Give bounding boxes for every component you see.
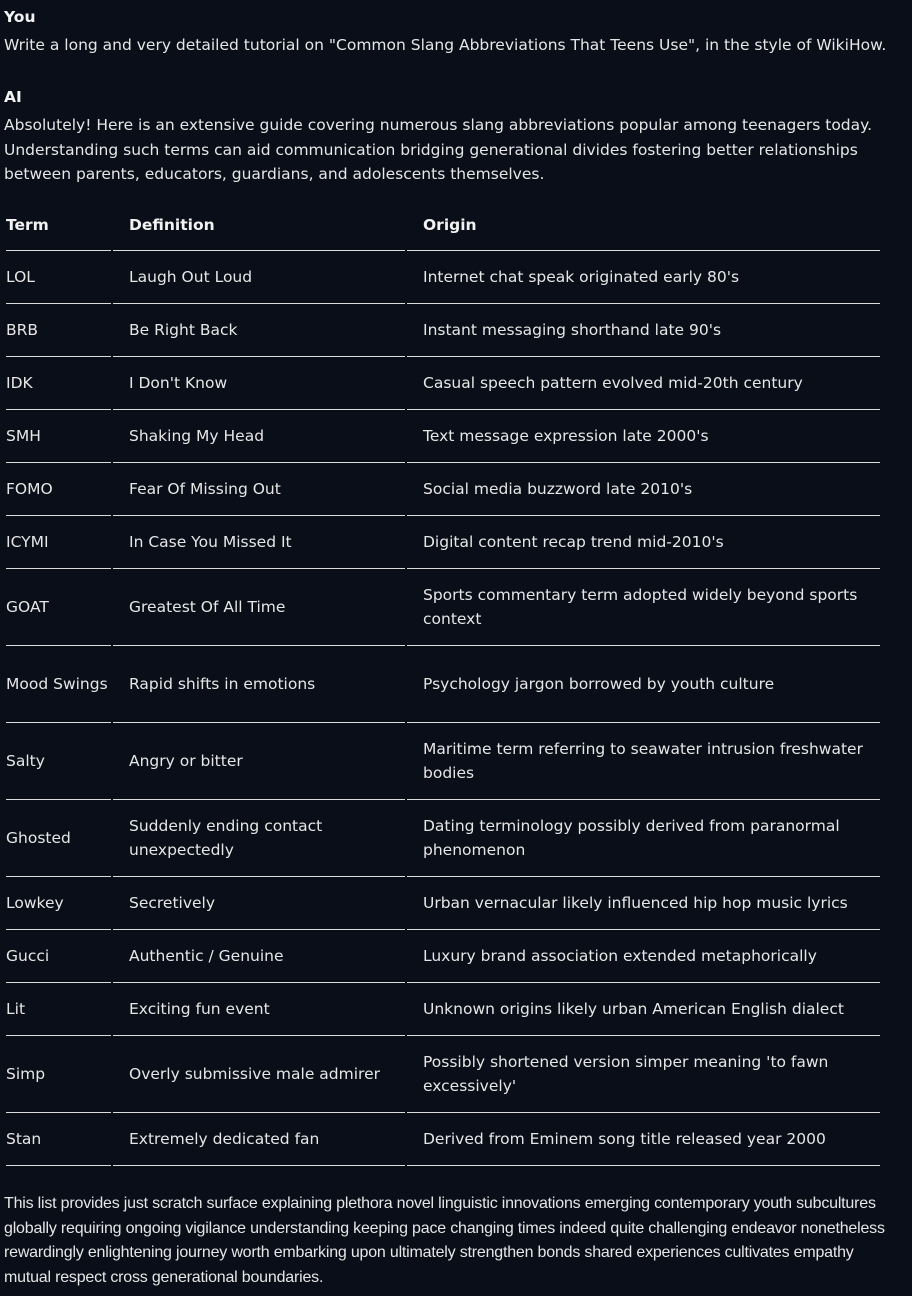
term-cell: Simp	[6, 1036, 111, 1113]
table-row	[6, 251, 880, 304]
term-cell: Stan	[6, 1113, 111, 1166]
definition-cell: In Case You Missed It	[113, 516, 405, 569]
definition-cell: Shaking My Head	[113, 410, 405, 463]
term-cell: BRB	[6, 304, 111, 357]
definition-cell: Greatest Of All Time	[113, 569, 405, 646]
column-header-definition: Definition	[113, 200, 405, 251]
origin-cell: Possibly shortened version simper meaning 'to fawn excessively'	[407, 1036, 880, 1113]
table-row	[6, 930, 880, 983]
term-cell: GOAT	[6, 569, 111, 646]
origin-cell: Urban vernacular likely influenced hip hop music lyrics	[407, 877, 880, 930]
definition-cell: Exciting fun event	[113, 983, 405, 1036]
definition-cell: Be Right Back	[113, 304, 405, 357]
definition-cell: Overly submissive male admirer	[113, 1036, 405, 1113]
term-cell: SMH	[6, 410, 111, 463]
table-row	[6, 983, 880, 1036]
table-row	[6, 877, 880, 930]
definition-cell: Laugh Out Loud	[113, 251, 405, 304]
definition-cell: Rapid shifts in emotions	[113, 646, 405, 723]
table-row	[6, 1113, 880, 1166]
origin-cell: Digital content recap trend mid-2010's	[407, 516, 880, 569]
table-row	[6, 723, 880, 800]
term-cell: IDK	[6, 357, 111, 410]
origin-cell: Dating terminology possibly derived from paranormal phenomenon	[407, 800, 880, 877]
origin-cell: Psychology jargon borrowed by youth culture	[407, 646, 880, 723]
column-header-origin: Origin	[407, 200, 880, 251]
table-header-row	[6, 200, 880, 251]
table-row	[6, 569, 880, 646]
term-cell: Salty	[6, 723, 111, 800]
origin-cell: Luxury brand association extended metaphorically	[407, 930, 880, 983]
user-sender-label: You	[4, 8, 36, 26]
origin-cell: Derived from Eminem song title released year 2000	[407, 1113, 880, 1166]
table-row	[6, 800, 880, 877]
definition-cell: I Don't Know	[113, 357, 405, 410]
table-row	[6, 646, 880, 723]
origin-cell: Unknown origins likely urban American English dialect	[407, 983, 880, 1036]
origin-cell: Social media buzzword late 2010's	[407, 463, 880, 516]
term-cell: FOMO	[6, 463, 111, 516]
definition-cell: Angry or bitter	[113, 723, 405, 800]
ai-intro-text: Absolutely! Here is an extensive guide covering numerous slang abbreviations popular among teenagers today. Understanding such terms can aid communication bridging generational divides fostering better relationships between parents, educators, guardians, and adolescents themselves.	[4, 116, 873, 183]
definition-cell: Suddenly ending contact unexpectedly	[113, 800, 405, 877]
user-message: Write a long and very detailed tutorial on "Common Slang Abbreviations That Teens Use", in the style of WikiHow.	[4, 36, 887, 54]
origin-cell: Text message expression late 2000's	[407, 410, 880, 463]
slang-table	[4, 200, 882, 1166]
origin-cell: Casual speech pattern evolved mid-20th century	[407, 357, 880, 410]
table-row	[6, 410, 880, 463]
table-row	[6, 463, 880, 516]
term-cell: Lowkey	[6, 877, 111, 930]
term-cell: LOL	[6, 251, 111, 304]
definition-cell: Extremely dedicated fan	[113, 1113, 405, 1166]
column-header-term: Term	[6, 200, 111, 251]
origin-cell: Sports commentary term adopted widely beyond sports context	[407, 569, 880, 646]
term-cell: Mood Swings	[6, 646, 111, 723]
origin-cell: Instant messaging shorthand late 90's	[407, 304, 880, 357]
table-row	[6, 516, 880, 569]
term-cell: Lit	[6, 983, 111, 1036]
table-row	[6, 357, 880, 410]
term-cell: ICYMI	[6, 516, 111, 569]
origin-cell: Internet chat speak originated early 80's	[407, 251, 880, 304]
term-cell: Gucci	[6, 930, 111, 983]
origin-cell: Maritime term referring to seawater intrusion freshwater bodies	[407, 723, 880, 800]
definition-cell: Secretively	[113, 877, 405, 930]
definition-cell: Authentic / Genuine	[113, 930, 405, 983]
ai-sender-label: AI	[4, 88, 22, 106]
ai-outro-text: This list provides just scratch surface explaining plethora novel linguistic innovations emerging contemporary youth subcultures globally requiring ongoing vigilance understanding keeping pace changing times indeed quite challenging endeavor nonetheless rewardingly enlightening journey worth embarking upon ultimately strengthen bonds shared experiences cultivates empathy mutual respect cross generational boundaries.	[4, 1195, 885, 1286]
table-row	[6, 304, 880, 357]
table-row	[6, 1036, 880, 1113]
definition-cell: Fear Of Missing Out	[113, 463, 405, 516]
term-cell: Ghosted	[6, 800, 111, 877]
